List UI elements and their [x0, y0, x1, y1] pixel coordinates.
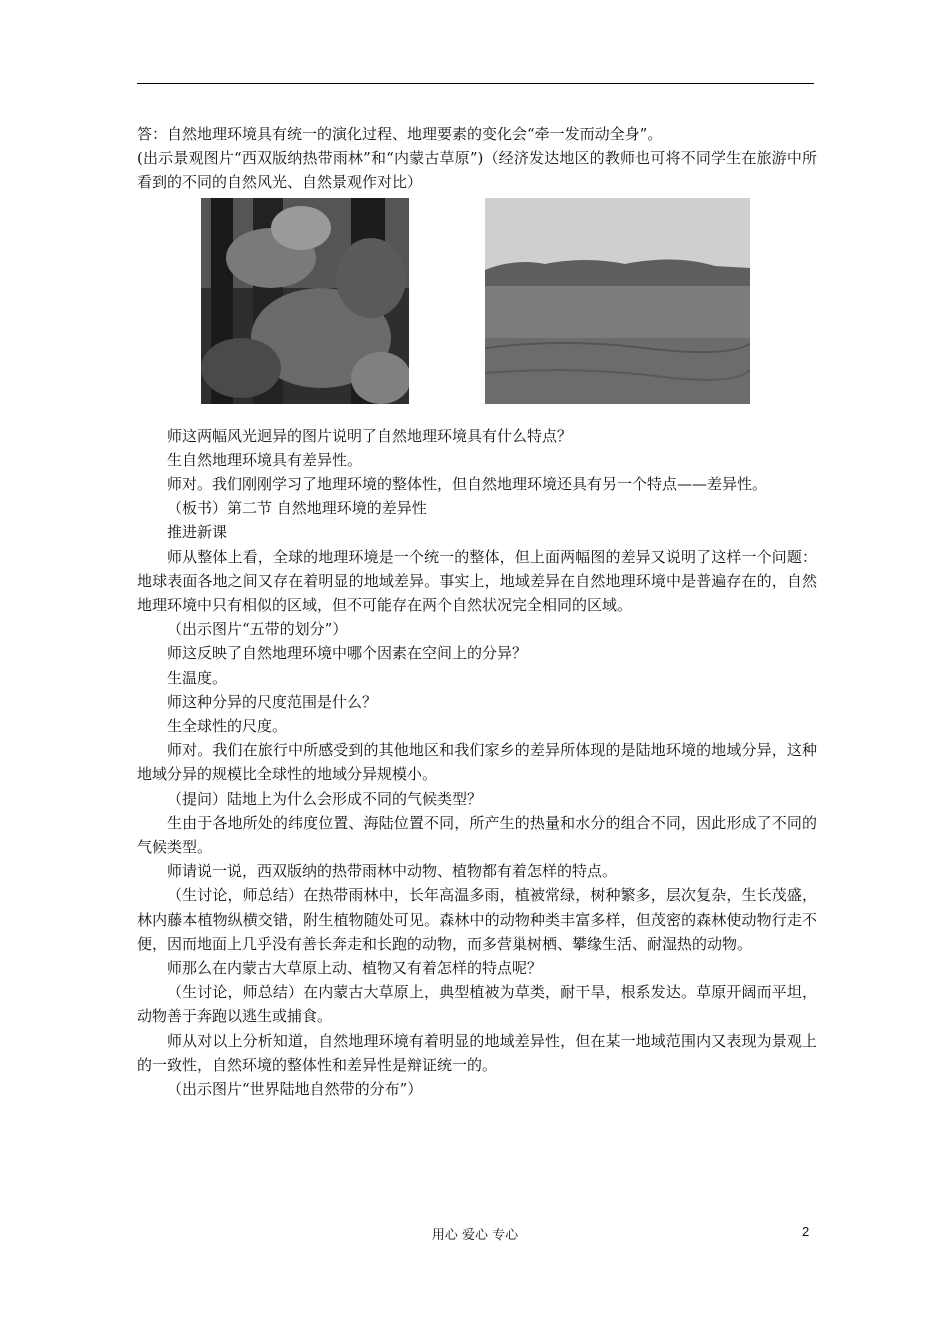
paragraph-question-climate: （提问）陆地上为什么会形成不同的气候类型？: [167, 789, 483, 808]
header-rule: [137, 83, 814, 84]
page-number: 2: [802, 1224, 810, 1239]
paragraph-teacher-grassland: 师那么在内蒙古大草原上动、植物又有着怎样的特点呢？: [167, 959, 543, 978]
paragraph-teacher-question: 师这两幅风光迥异的图片说明了自然地理环境具有什么特点？: [167, 426, 573, 445]
document-body: [137, 122, 817, 1101]
paragraph-teacher-conclusion: 师从对以上分析知道，自然地理环境有着明显的地域差异性，但在某一地域范围内又表现为景观上的一致性，自然环境的整体性和差异性是辩证统一的。: [137, 1031, 817, 1074]
photo-row: [137, 198, 817, 414]
paragraph-teacher-global: 师从整体上看，全球的地理环境是一个统一的整体，但上面两幅图的差异又说明了这样一个问题：地球表面各地之间又存在着明显的地域差异。事实上，地域差异在自然地理环境中是普遍存在的，自然地理环境中只有相似的区域，但不可能存在两个自然状况完全相同的区域。: [137, 547, 817, 615]
paragraph-student-climate: 生由于各地所处的纬度位置、海陆位置不同，所产生的热量和水分的组合不同，因此形成了不同的气候类型。: [137, 813, 817, 857]
paragraph-summary-rainforest: （生讨论，师总结）在热带雨林中，长年高温多雨，植被常绿，树种繁多，层次复杂，生长茂盛，林内藤本植物纵横交错，附生植物随处可见。森林中的动物种类丰富多样，但茂密的森林使动物行走不便，因而地面上几乎没有善长奔走和长跑的动物，而多营巢树栖、攀缘生活、耐湿热的动物。: [137, 886, 817, 953]
rainforest-photo: [201, 198, 409, 404]
paragraph-summary-grassland: （生讨论，师总结）在内蒙古大草原上，典型植被为草类，耐干旱，根系发达。草原开阔而平坦，动物善于奔跑以逃生或捕食。: [137, 983, 817, 1026]
paragraph-teacher-rainforest: 师请说一说，西双版纳的热带雨林中动物、植物都有着怎样的特点。: [167, 862, 618, 881]
grassland-photo: [485, 198, 750, 404]
paragraph-student-temperature: 生温度。: [167, 668, 228, 687]
footer-slogan: 用心 爱心 专心: [431, 1228, 519, 1243]
paragraph-student-answer: 生自然地理环境具有差异性。: [167, 450, 363, 469]
paragraph-new-lesson: 推进新课: [167, 523, 228, 542]
paragraph-board-note: （板书）第二节 自然地理环境的差异性: [167, 499, 427, 518]
paragraph-teacher-scale: 师这种分异的尺度范围是什么？: [167, 692, 378, 711]
paragraph-teacher-land: 师对。我们在旅行中所感受到的其他地区和我们家乡的差异所体现的是陆地环境的地域分异，这种地域分异的规模比全球性的地域分异规模小。: [137, 741, 817, 784]
paragraph-show-natural-zones: （出示图片“世界陆地自然带的分布”）: [167, 1080, 423, 1099]
paragraph-student-scale: 生全球性的尺度。: [167, 717, 288, 736]
paragraph-show-five-zones: （出示图片“五带的划分”）: [167, 620, 348, 639]
paragraph-show-images: (出示景观图片“西双版纳热带雨林”和“内蒙古草原”)（经济发达地区的教师也可将不同学生在旅游中所看到的不同的自然风光、自然景观作对比）: [137, 149, 817, 192]
paragraph-answer: 答：自然地理环境具有统一的演化过程、地理要素的变化会“牵一发而动全身”。: [137, 125, 663, 143]
paragraph-teacher-reply: 师对。我们刚刚学习了地理环境的整体性，但自然地理环境还具有另一个特点——差异性。: [167, 475, 768, 494]
paragraph-teacher-factor: 师这反映了自然地理环境中哪个因素在空间上的分异？: [167, 644, 528, 663]
